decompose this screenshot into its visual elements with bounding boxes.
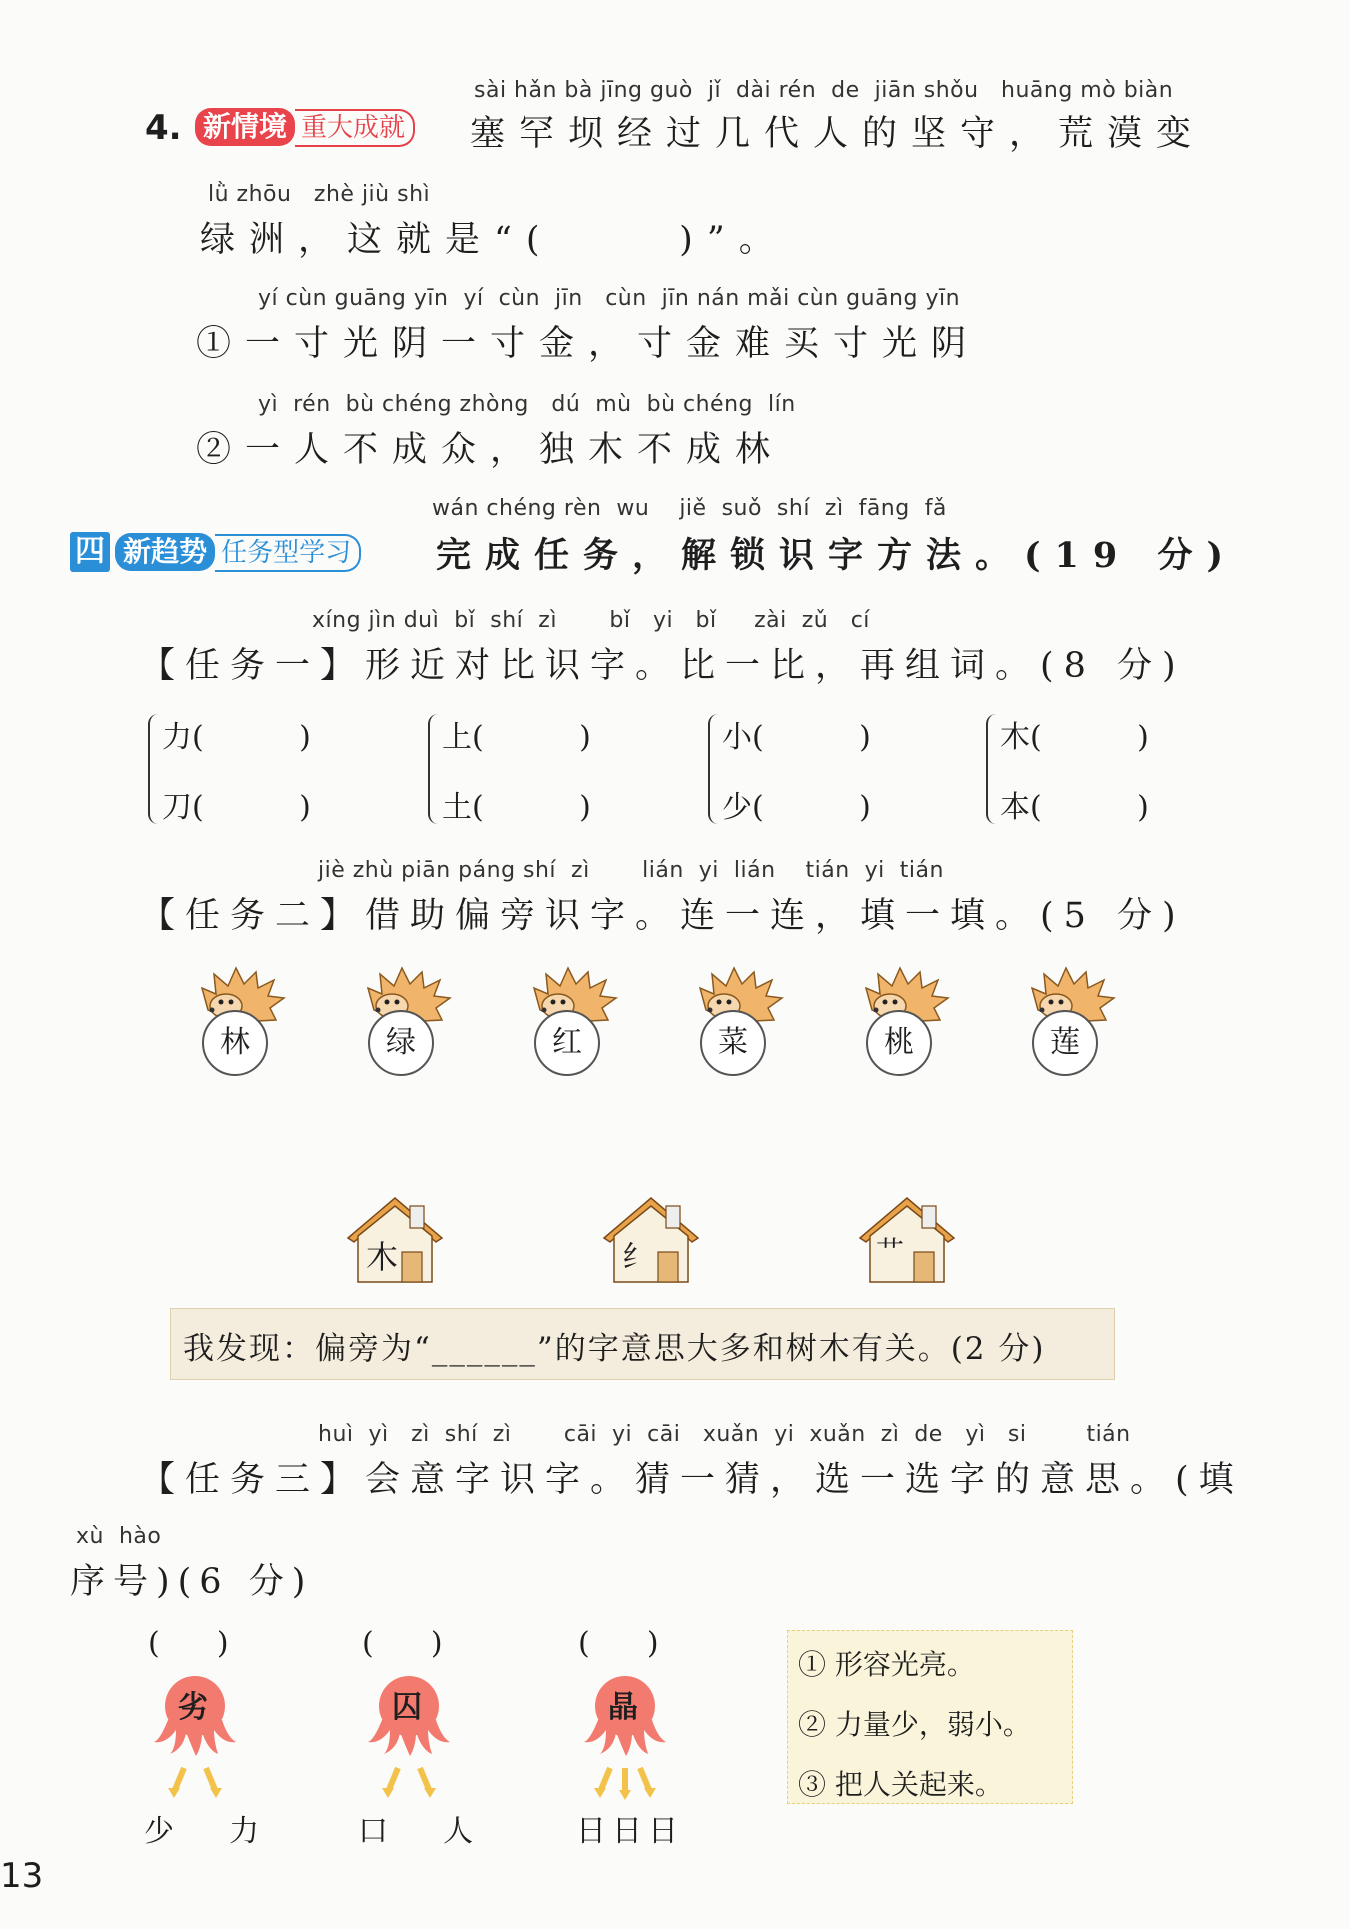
sec4-title: 完成任务，解锁识字方法。(19 分)	[436, 535, 1238, 576]
q4-line-1: 塞罕坝经过几代人的坚守，荒漠变	[470, 114, 1206, 154]
sec4-pinyin: wán chéng rèn wu jiě suǒ shí zì fāng fǎ	[432, 496, 947, 521]
hedgehog-5[interactable]	[860, 966, 952, 1076]
char-circle-6: 莲	[1032, 1010, 1098, 1076]
q4-line-2: 绿洲，这就是“( )”。	[200, 220, 788, 260]
house-radical-2: 纟	[622, 1240, 652, 1275]
new-context-tag: 新情境	[195, 108, 295, 146]
house-icon	[852, 1190, 962, 1290]
house-radical-1: 木	[366, 1238, 399, 1276]
task3-title: 【任务三】会意字识字。猜一猜，选一选字的意思。(填	[140, 1460, 1244, 1500]
char-circle-1: 林	[202, 1010, 268, 1076]
hedgehog-3[interactable]	[528, 966, 620, 1076]
page-number: 13	[0, 1856, 44, 1896]
meaning-option-1: ① 形容光亮。	[798, 1648, 975, 1681]
discovery-text[interactable]: 我发现：偏旁为“______”的字意思大多和树木有关。(2 分)	[183, 1331, 1046, 1367]
q4-option-2-pinyin: yì rén bù chéng zhòng dú mù bù chéng lín	[258, 392, 796, 417]
task1-pinyin: xíng jìn duì bǐ shí zì bǐ yi bǐ zài zǔ cí	[312, 608, 870, 633]
octopus-parts-1: 少 力	[144, 1814, 272, 1849]
task3-pinyin: huì yì zì shí zì cāi yi cāi xuǎn yi xuǎn zì de yì si tián	[318, 1422, 1131, 1447]
q4-option-1[interactable]: ①一寸光阴一寸金，寸金难买寸光阴	[196, 324, 981, 364]
octopus-parts-3: 日日日	[576, 1814, 684, 1849]
octopus-3	[580, 1670, 670, 1820]
section-number: 四	[70, 532, 110, 572]
q4-pinyin-2: lǜ zhōu zhè jiù shì	[208, 182, 431, 207]
discovery-box	[170, 1308, 1115, 1380]
word-pair-1-top[interactable]: 力( )	[162, 720, 311, 755]
new-trend-tag: 新趋势	[115, 533, 215, 571]
q4-number: 4.	[145, 108, 182, 148]
house-1[interactable]	[340, 1190, 450, 1290]
task3-title-2: 序号)(6 分)	[70, 1562, 314, 1602]
house-radical-3: 艹	[876, 1235, 905, 1268]
meaning-option-3: ③ 把人关起来。	[798, 1768, 1003, 1801]
word-pair-1	[148, 712, 398, 832]
word-pair-3	[708, 712, 958, 832]
answer-blank-2[interactable]: ( )	[362, 1626, 443, 1661]
octopus-parts-2: 口 人	[358, 1814, 486, 1849]
house-3[interactable]	[852, 1190, 962, 1290]
word-pair-4	[986, 712, 1236, 832]
task1-title: 【任务一】形近对比识字。比一比，再组词。(8 分)	[140, 646, 1186, 686]
octopus-char-1: 劣	[178, 1690, 208, 1725]
hedgehog-2[interactable]	[362, 966, 454, 1076]
sec4-header-tags	[70, 532, 361, 572]
q4-option-2[interactable]: ②一人不成众，独木不成林	[196, 430, 785, 470]
task-learning-tag: 任务型学习	[215, 534, 361, 572]
hedgehog-4[interactable]	[694, 966, 786, 1076]
q4-tag	[195, 108, 415, 147]
q4-pinyin-1: sài hǎn bà jīng guò jǐ dài rén de jiān shǒu huāng mò biàn	[474, 78, 1174, 103]
major-achievement-tag: 重大成就	[295, 109, 415, 147]
octopus-2	[364, 1670, 454, 1820]
task2-pinyin: jiè zhù piān páng shí zì lián yi lián tián yi tián	[318, 858, 944, 883]
octopus-1	[150, 1670, 240, 1820]
word-pair-2-bottom[interactable]: 土( )	[442, 790, 591, 825]
word-pair-2-top[interactable]: 上( )	[442, 720, 591, 755]
task2-title: 【任务二】借助偏旁识字。连一连，填一填。(5 分)	[140, 896, 1186, 936]
octopus-char-3: 晶	[608, 1690, 638, 1725]
word-pair-3-top[interactable]: 小( )	[722, 720, 871, 755]
hedgehog-1[interactable]	[196, 966, 288, 1076]
hedgehog-6[interactable]	[1026, 966, 1118, 1076]
answer-blank-3[interactable]: ( )	[578, 1626, 659, 1661]
meaning-options-box	[787, 1630, 1073, 1804]
word-pair-4-bottom[interactable]: 本( )	[1000, 790, 1149, 825]
word-pair-3-bottom[interactable]: 少( )	[722, 790, 871, 825]
q4-option-1-pinyin: yí cùn guāng yīn yí cùn jīn cùn jīn nán mǎi cùn guāng yīn	[258, 286, 961, 311]
word-pair-2	[428, 712, 678, 832]
octopus-char-2: 囚	[392, 1690, 422, 1725]
char-circle-3: 红	[534, 1010, 600, 1076]
char-circle-5: 桃	[866, 1010, 932, 1076]
word-pair-1-bottom[interactable]: 刀( )	[162, 790, 311, 825]
task3-pinyin-2: xù hào	[76, 1524, 162, 1549]
char-circle-2: 绿	[368, 1010, 434, 1076]
house-2[interactable]	[596, 1190, 706, 1290]
answer-blank-1[interactable]: ( )	[148, 1626, 229, 1661]
word-pair-4-top[interactable]: 木( )	[1000, 720, 1149, 755]
meaning-option-2: ② 力量少，弱小。	[798, 1708, 1031, 1741]
char-circle-4: 菜	[700, 1010, 766, 1076]
